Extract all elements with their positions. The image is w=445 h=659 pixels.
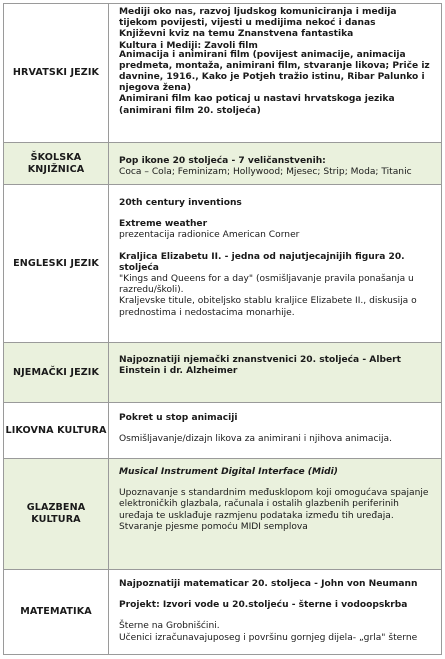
subject-cell: NJEMAČKI JEZIK xyxy=(4,343,109,403)
topic-text: Šterne na Grobnišćini. xyxy=(119,621,220,632)
content-cell xyxy=(109,570,442,655)
topic-title: Kraljica Elizabetu II. - jedna od najutjecajnijih figura 20. stoljeća xyxy=(119,251,405,273)
topic-title: Pokret u stop animaciji xyxy=(119,413,238,423)
table-row xyxy=(4,343,442,403)
topic-title: 20th century inventions xyxy=(119,198,242,208)
topic-title: Musical Instrument Digital Interface (Midi) xyxy=(119,467,338,477)
table-row xyxy=(4,185,442,343)
content-cell xyxy=(109,143,442,185)
topic-text: Osmišljavanje/dizajn likova za animirani i njihova animacija. xyxy=(119,434,392,445)
topic-title: Extreme weather xyxy=(119,219,208,230)
subject-cell: MATEMATIKA xyxy=(4,570,109,655)
subject-cell: ENGLESKI JEZIK xyxy=(4,185,109,343)
topic-text: Stvaranje pjesme pomoću MIDI semplova xyxy=(119,521,308,532)
topic-title: Najpoznatiji matematicar 20. stoljeca - John von Neumann xyxy=(119,579,418,589)
topic-title: Projekt: Izvori vode u 20.stoljeću - šterne i vodoopskrba xyxy=(119,600,408,611)
curriculum-table xyxy=(3,3,442,655)
table-row xyxy=(4,403,442,459)
table-row xyxy=(4,570,442,655)
topic-text: Kraljevske titule, obiteljsko stablu kraljice Elizabete II., diskusija o prednostima i nedostacima monarhije. xyxy=(119,296,417,318)
topic-title: Najpoznatiji njemački znanstvenici 20. stoljeća - Albert Einstein i dr. Alzheimer xyxy=(119,355,401,377)
topic-line: Animacija i animirani film (povijest animacije, animacija predmeta, montaža, animirani film, stvaranje likova; Priče iz davnine, 1916., Kako je Potjeh tražio istinu, Ribar Palunko i njegova žena) xyxy=(119,49,430,94)
topic-line: Književni kviz na temu Znanstvena fantastika xyxy=(119,29,354,40)
topic-text: Upoznavanje s standardnim međusklopom koji omogućava spajanje elektroničkih glazbala, računala i ostalih glazbenih periferinih uređaja te usklađuje razmjenu podataka između tih uređaja. xyxy=(119,488,429,521)
content-cell xyxy=(109,459,442,570)
topic-title: Pop ikone 20 stoljeća - 7 veličanstvenih: xyxy=(119,156,326,166)
subject-cell: GLAZBENA KULTURA xyxy=(4,459,109,570)
content-cell xyxy=(109,4,442,143)
content-cell xyxy=(109,185,442,343)
topic-text: Coca – Cola; Feminizam; Hollywood; Mjesec; Strip; Moda; Titanic xyxy=(119,167,412,178)
topic-text: "Kings and Queens for a day" (osmišljavanje pravila ponašanja u razredu/školi). xyxy=(119,274,414,296)
table-row xyxy=(4,459,442,570)
subject-cell: HRVATSKI JEZIK xyxy=(4,4,109,143)
table-row xyxy=(4,4,442,143)
table-row xyxy=(4,143,442,185)
content-cell xyxy=(109,343,442,403)
topic-line: Animirani film kao poticaj u nastavi hrvatskoga jezika (animirani film 20. stoljeća) xyxy=(119,94,395,116)
subject-cell: LIKOVNA KULTURA xyxy=(4,403,109,459)
topic-text: prezentacija radionice American Corner xyxy=(119,230,300,241)
topic-line: Mediji oko nas, razvoj ljudskog komuniciranja i medija tijekom povijesti, vijesti u medijima nekoć i danas xyxy=(119,7,397,29)
topic-line: Kultura i Mediji: Zavoli film xyxy=(119,40,258,50)
content-cell xyxy=(109,403,442,459)
topic-text: Učenici izračunavajuposeg i površinu gornjeg dijela- „grla" šterne xyxy=(119,632,418,643)
subject-cell: ŠKOLSKA KNJIŽNICA xyxy=(4,143,109,185)
